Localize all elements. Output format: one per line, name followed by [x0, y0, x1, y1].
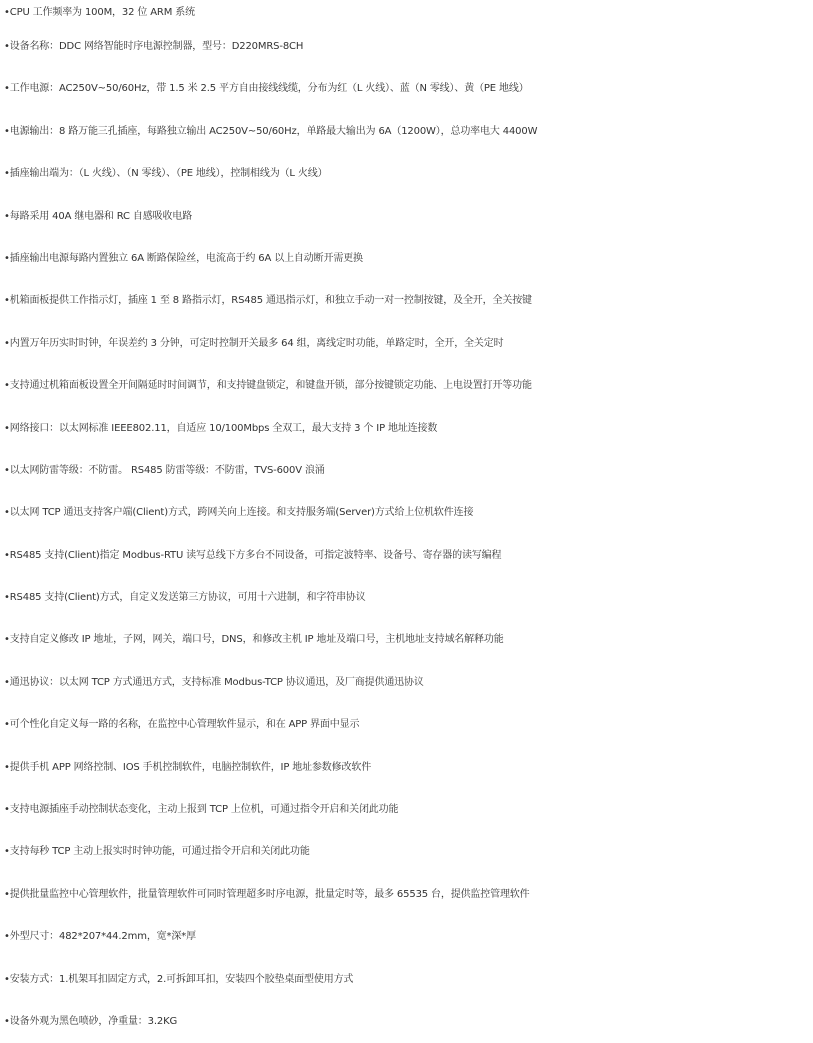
spec-item-relay: •每路采用 40A 继电器和 RC 自感吸收电路 [4, 210, 193, 222]
spec-item-front-panel: •机箱面板提供工作指示灯，插座 1 至 8 路指示灯，RS485 通迅指示灯，和独立手动一对一控制按键，及全开，全关按键 [4, 295, 532, 307]
spec-item-power-supply: •工作电源：AC250V~50/60Hz，带 1.5 米 2.5 平方自由接线线缆，分布为红（L 火线）、蓝（N 零线）、黄（PE 地线） [4, 83, 529, 95]
spec-list [4, 0, 813, 1043]
spec-item-software: •提供手机 APP 网络控制、IOS 手机控制软件，电脑控制软件，IP 地址参数修改软件 [4, 761, 372, 773]
spec-item-ip-config: •支持自定义修改 IP 地址，子网，网关，端口号，DNS，和修改主机 IP 地址及端口号，主机地址支持域名解释功能 [4, 634, 504, 646]
spec-item-tcp: •以太网 TCP 通迅支持客户端(Client)方式，跨网关向上连接。和支持服务端(Server)方式给上位机软件连接 [4, 507, 474, 519]
spec-item-network-interface: •网络接口：以太网标准 IEEE802.11，自适应 10/100Mbps 全双工，最大支持 3 个 IP 地址连接数 [4, 422, 438, 434]
spec-item-socket-terminals: •插座输出端为：（L 火线）、（N 零线）、（PE 地线），控制相线为（L 火线） [4, 168, 328, 180]
spec-item-installation: •安装方式：1.机架耳扣固定方式，2.可拆卸耳扣，安装四个胶垫桌面型使用方式 [4, 973, 354, 985]
spec-item-power-output: •电源输出：8 路万能三孔插座，每路独立输出 AC250V~50/60Hz，单路最大输出为 6A（1200W），总功率电大 4400W [4, 125, 538, 137]
spec-item-rs485-modbus: •RS485 支持(Client)指定 Modbus-RTU 读写总线下方多台不同设备，可指定波特率、设备号、寄存器的读写编程 [4, 549, 502, 561]
spec-item-clock-report: •支持每秒 TCP 主动上报实时时钟功能，可通过指令开启和关闭此功能 [4, 846, 310, 858]
spec-item-lightning-protection: •以太网防雷等级：不防雷。 RS485 防雷等级：不防雷，TVS-600V 浪涌 [4, 464, 325, 476]
spec-item-device-name: •设备名称：DDC 网络智能时序电源控制器，型号：D220MRS-8CH [4, 41, 304, 52]
spec-item-protocol: •通迅协议：以太网 TCP 方式通迅方式，支持标准 Modbus-TCP 协议通迅，及厂商提供通迅协议 [4, 676, 424, 688]
spec-item-dimensions: •外型尺寸：482*207*44.2mm，宽*深*厚 [4, 931, 196, 943]
spec-item-fuse: •插座输出电源每路内置独立 6A 断路保险丝，电流高于约 6A 以上自动断开需更换 [4, 252, 363, 264]
spec-item-manual-report: •支持电源插座手动控制状态变化，主动上报到 TCP 上位机，可通过指令开启和关闭此功能 [4, 804, 399, 816]
spec-item-cpu: •CPU 工作频率为 100M，32 位 ARM 系统 [4, 7, 195, 18]
spec-item-channel-names: •可个性化自定义每一路的名称，在监控中心管理软件显示，和在 APP 界面中显示 [4, 719, 360, 731]
spec-item-rs485-custom: •RS485 支持(Client)方式，自定义发送第三方协议，可用十六进制，和字符串协议 [4, 592, 366, 604]
spec-item-appearance: •设备外观为黑色喷砂，净重量：3.2KG [4, 1015, 178, 1027]
spec-item-clock: •内置万年历实时时钟，年误差约 3 分钟，可定时控制开关最多 64 组，离线定时功能，单路定时，全开，全关定时 [4, 337, 504, 349]
spec-item-panel-settings: •支持通过机箱面板设置全开间隔延时时间调节，和支持键盘锁定，和键盘开锁，部分按键锁定功能、上电设置打开等功能 [4, 380, 532, 392]
spec-item-batch-management: •提供批量监控中心管理软件，批量管理软件可同时管理超多时序电源，批量定时等，最多 65535 台，提供监控管理软件 [4, 888, 530, 900]
